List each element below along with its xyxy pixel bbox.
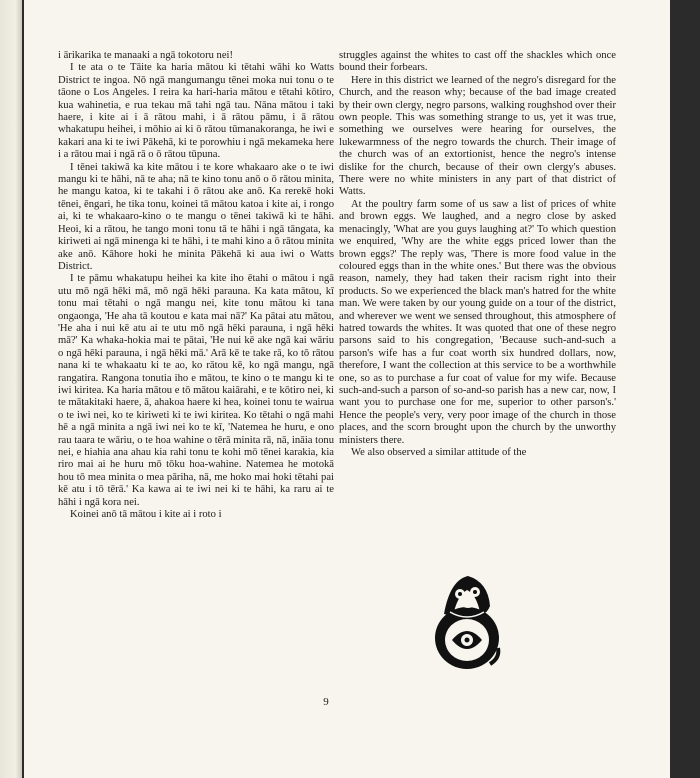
paragraph: Here in this district we learned of the negro's disregard for the Church, and the reason why; because of the bad image created by their own clergy, negro parsons, walking roughshod over their own people. This was something strange to us, yet it was true, something we ourselves were hearing for ourselves, the lukewarmness of the negro towards the church. Their image of the church was of an extortionist, hence the negro's intense dislike for the church, because of their own clergy's abuses. There were no white ministers in any part of that district of Watts.	[339, 74, 616, 198]
paragraph: i ārikarika te manaaki a ngā tokotoru nei!	[58, 50, 234, 61]
paragraph: I tēnei takiwā ka kite mātou i te kore whakaaro ake o te iwi mangu ki te hāhi, nā te aha; nā te kino tonu anō o ō rātou minita, he mangu katoa, ki te takahi i ō rātou ake anō. Ka rerekē hoki tēnei, ēngari, he tika tonu, koinei tā mātou katoa i kite ai, i rongo ai, ki te whakaaro-kino o te mangu o tēnei takiwā ki te hāhi. Heoi, ki a rātou, he tango moni tonu tā te hāhi i ngā tāngata, ka kiriweti ai ngā minenga ki te hāhi, i te mahi kino a ō rātou minita ake anō. Kāhore hoki he minita Pākehā ki aua iwi o Watts District.	[58, 161, 334, 272]
maori-carving-emblem-icon	[430, 568, 504, 674]
paragraph: At the poultry farm some of us saw a list of prices of white and brown eggs. We laughed, and a negro close by asked menacingly, 'What are you guys laughing at?' To which question we enquired, 'Why are the white eggs priced lower than the brown eggs?' The reply was, 'There is more food value in the coloured eggs than in the white ones.' But there was the obvious reason, namely, they had taken their racism right into their products. So we experienced the black man's hatred for the white man. We were taken by our young guide on a tour of the district, and wherever we went we sensed throughout, this atmosphere of hatred towards the whites. It was quoted that one of these negro parsons said to his congregation, 'Because such-and-such a parson's wife has a fur coat worth six hundred dollars, now, therefore, I want the collection at this service to be a worthwhile one, so as to purchase a fur coat of value for my wife. Because such-and-such a parson of so-and-so parish has a new car, now, I want you to purchase one for me, superior to other parson's.' Hence the people's very, very poor image of the church in those places, and the scorn brought upon the church by the unworthy ministers there.	[339, 198, 616, 446]
page-number: 9	[323, 696, 329, 708]
document-page	[24, 0, 670, 778]
paragraph: I te ata o te Tāite ka haria mātou ki tētahi wāhi ko Watts District te ingoa. Nō ngā mangumangu tēnei moka nui tonu o te tāone o Los Angeles. I reira ka hari-haria mātou e tētahi kōtiro, kua wahinetia, e rua tekau mā tahi ngā tau. Nāna mātou i taki haere, i kite ai i ā rātou mahi, i ā rātou pāmu, i ā rātou whakatupu heihei, i mōhio ai ki ō rātou tūmanakoranga, he iwi e kakari ana ki te iwi Pākehā, ki te porowhiu i ngā mekameka here i a rātou mai i ngā rā o ō rātou tūpuna.	[58, 62, 334, 161]
book-spine	[0, 0, 22, 778]
left-column-maori-text	[58, 50, 334, 521]
paragraph: Koinei anō tā mātou i kite ai i roto i	[70, 509, 222, 521]
paragraph: I te pāmu whakatupu heihei ka kite iho ētahi o mātou i ngā utu mō ngā hēki mā, mō ngā hēki parauna. Ka kata mātou, kī tonu mai tētahi o ngā mangu nei, kite tonu mātou ki tana ongaonga, 'He aha tā koutou e kata mai nā?' Ka pātai atu mātou, 'He aha i nui kē atu ai te utu mō ngā hēki parauna, i ngā hēki mā?' Ka whaka-hokia mai te pātai, 'He nui kē ake ngā kai wāriu o ngā hēki parauna, i ngā hēki mā.' Arā kē te take rā, ko tō rātou nana ki te whakaatu ki te ao, ko rātou kē, ko ngā mangu, ngā rangatira. Rangona tonutia iho e mātou, te kino o te mangu ki te iwi kiritea. Ka haria mātou e tō mātou kaiārahi, e te kōtiro nei, ki te mātakitaki haere, ā, ahakoa haere ki hea, koinei tonu te wairua o te iwi nei, ko te kiriweti ki te iwi kiritea. Ko tētahi o ngā mahi hē a ngā minita a ngā iwi nei ko te kī, 'Natemea he huru, e ono rau taara te wāriu, o te hoa wahine o tērā minita rā, nā, ināia tonu nei, e hiahia ana ahau kia rahi tonu te kohi mō tēnei karakia, kia riro mai ai he huru mō tōku hoa-wahine. Natemea he motokā hou tō mea minita o mea pāriha, nā, me hoko mai hoki tētahi pai kē atu i tō tērā.' Ka kawa ai te iwi nei ki te hāhi, ka raru ai te hāhi i ngā kora nei.	[58, 273, 334, 508]
right-column-english-text	[339, 50, 616, 459]
paragraph: struggles against the whites to cast off the shackles which once bound their forbears.	[339, 50, 616, 74]
paragraph: We also observed a similar attitude of the	[351, 447, 527, 458]
